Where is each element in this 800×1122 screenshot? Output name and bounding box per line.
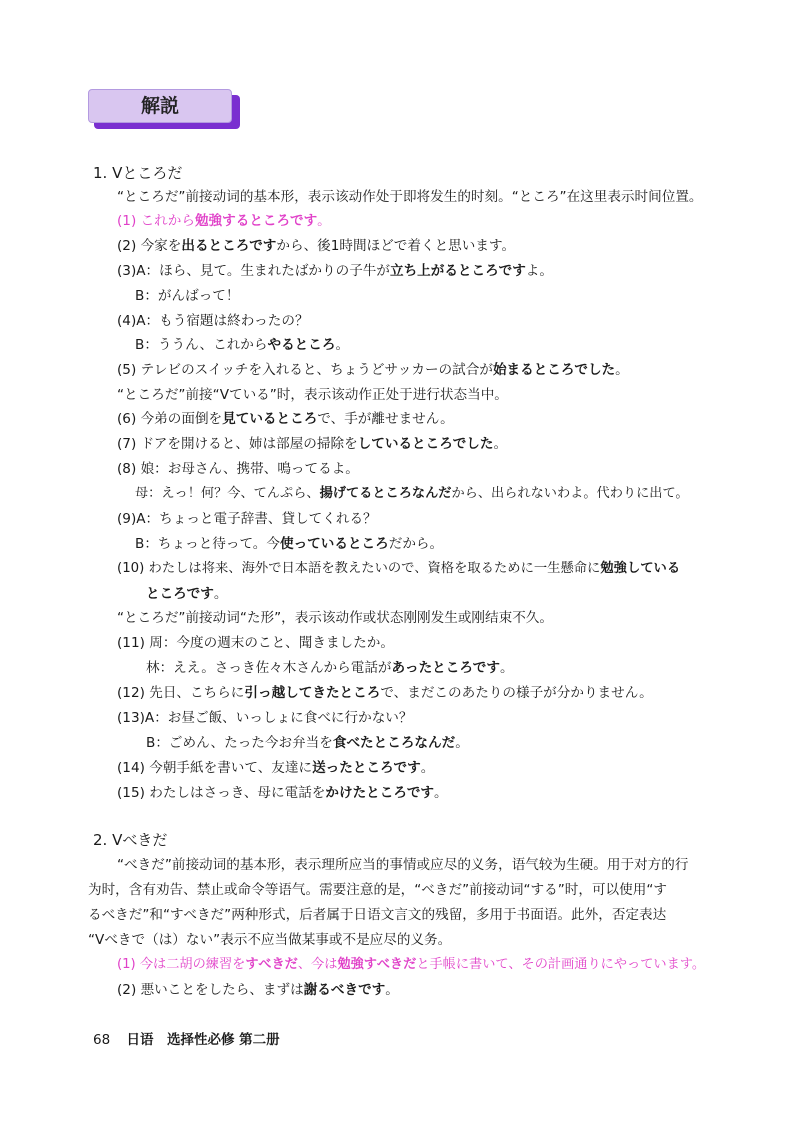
example-4a: (4)A：もう宿題は終わったの？ [117,313,309,329]
intro-1: “ところだ”前接动词的基本形，表示该动作处于即将发生的时刻。“ところ”在这里表示时间位置。 [117,189,703,205]
example-2-1: (1) 今は二胡の練習をすべきだ、今は勉強すべきだと手帳に書いて、その計画通りにやっています。 [117,957,706,972]
book-title: 日语 选择性必修 第二册 [126,1032,280,1048]
example-13a: (13)A：お昼ご飯、いっしょに食べに行かない？ [117,710,413,726]
example-5: (5) テレビのスイッチを入れると、ちょうどサッカーの試合が始まるところでした。 [117,362,629,378]
example-2-2: (2) 悪いことをしたら、まずは謝るべきです。 [117,982,399,998]
paragraph-line-2: 为时，含有劝告、禁止或命令等语气。需要注意的是，“べきだ”前接动词“する”时，可以使用“す [88,882,667,898]
paragraph-line-1: “べきだ”前接动词的基本形，表示理所应当的事情或应尽的义务，语气较为生硬。用于对方的行 [117,857,689,873]
example-7: (7) ドアを開けると、姉は部屋の掃除をしているところでした。 [117,436,508,452]
example-10b: ところです。 [146,586,228,602]
example-11b: 林：ええ。さっき佐々木さんから電話があったところです。 [146,660,514,676]
example-3a: (3)A：ほら、見て。生まれたばかりの子牛が立ち上がるところですよ。 [117,263,553,279]
section-title: 解説 [88,89,232,123]
example-8b: 母：えっ！何？今、てんぷら、揚げてるところなんだから、出られないわよ。代わりに出て。 [135,486,689,501]
example-8a: (8) 娘：お母さん、携帯、鳴ってるよ。 [117,461,359,477]
example-15: (15) わたしはさっき、母に電話をかけたところです。 [117,785,448,801]
paragraph-line-4: “Vべきで（は）ない”表示不应当做某事或不是应尽的义务。 [88,932,452,948]
example-9b: B：ちょっと待って。今使っているところだから。 [135,536,444,552]
example-13b: B：ごめん、たった今お弁当を食べたところなんだ。 [146,735,469,751]
page-footer [93,1028,280,1048]
example-2: (2) 今家を出るところですから、後1時間ほどで着くと思います。 [117,238,516,254]
example-14: (14) 今朝手紙を書いて、友達に送ったところです。 [117,760,435,776]
example-6: (6) 今弟の面倒を見ているところで、手が離せません。 [117,411,454,427]
example-9a: (9)A：ちょっと電子辞書、貸してくれる？ [117,511,377,527]
page-number: 68 [93,1032,111,1048]
intro-3: “ところだ”前接动词“た形”，表示该动作或状态刚刚发生或刚结束不久。 [117,610,553,626]
heading-1: 1. Vところだ [93,164,183,182]
paragraph-line-3: るべきだ”和“すべきだ”两种形式，后者属于日语文言文的残留，多用于书面语。此外，否定表达 [88,907,667,923]
example-3b: B：がんばって！ [135,288,240,304]
example-1: (1) これから勉強するところです。 [117,213,331,229]
example-12: (12) 先日、こちらに引っ越してきたところで、まだこのあたりの様子が分かりません。 [117,685,653,701]
heading-2: 2. Vべきだ [93,831,168,849]
intro-2: “ところだ”前接“Vている”时，表示该动作正处于进行状态当中。 [117,387,508,403]
example-4b: B：ううん、これからやるところ。 [135,337,350,353]
example-10a: (10) わたしは将来、海外で日本語を教えたいので、資格を取るために一生懸命に勉強している [117,561,681,576]
example-11a: (11) 周：今度の週末のこと、聞きましたか。 [117,635,394,651]
section-title-badge [88,89,240,129]
